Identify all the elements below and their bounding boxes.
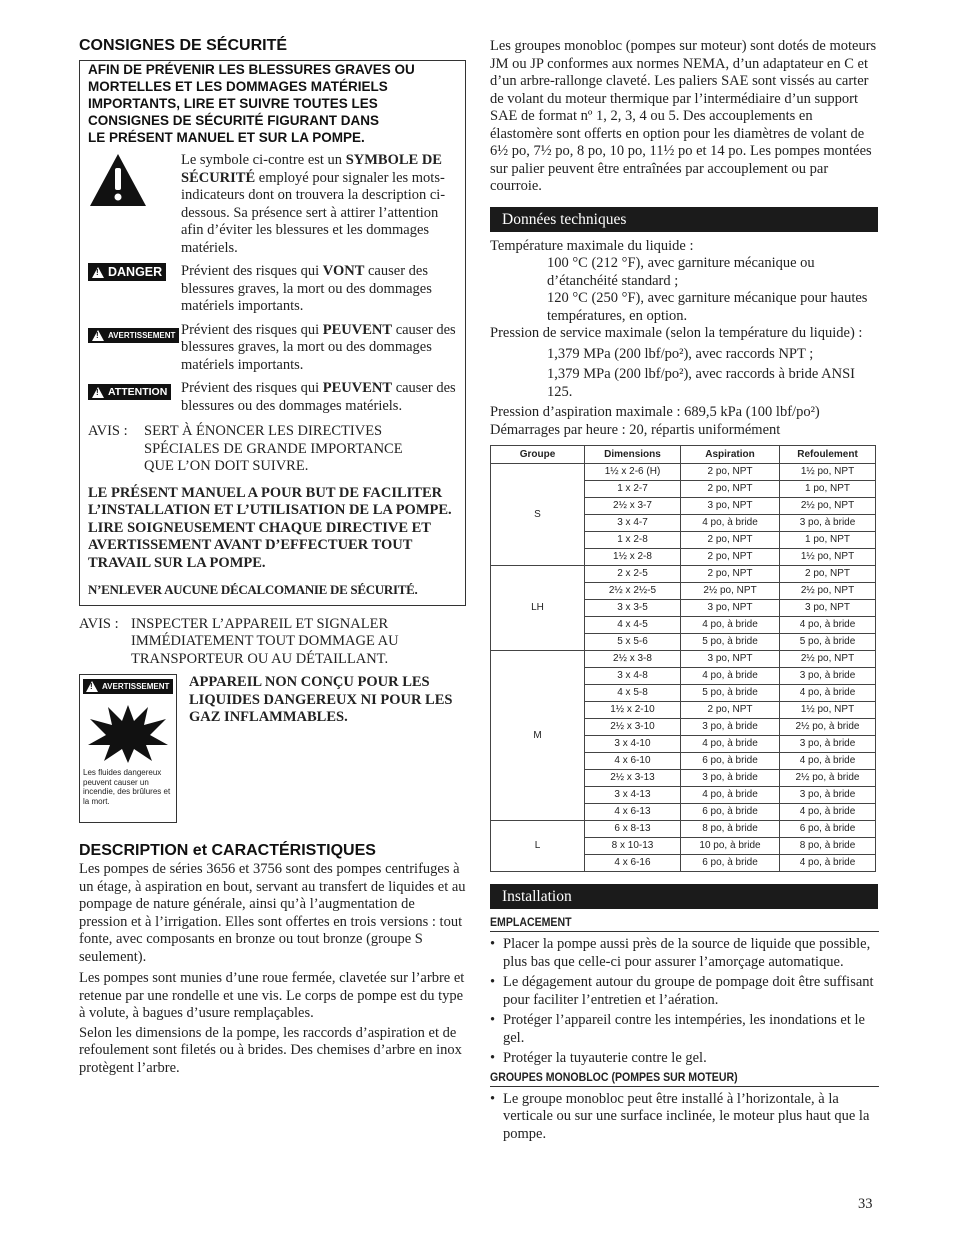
aspiration-cell: 4 po, à bride (681, 736, 780, 753)
monobloc-list (490, 1091, 878, 1144)
safety-symbol-row (88, 152, 457, 257)
safety-box-header-line: MORTELLES ET LES DOMMAGES MATÉRIELS (88, 79, 388, 94)
avis-definition-text (144, 423, 403, 476)
attention-description: Prévient des risques qui PEUVENT causer des blessures ou des dommages matériels. (181, 380, 456, 414)
manual-purpose-line: TRAVAIL SUR LA POMPE. (88, 554, 266, 571)
dimensions-cell: 1½ x 2-10 (585, 702, 681, 719)
refoulement-cell: 6 po, à bride (780, 821, 876, 838)
hazard-label (79, 674, 177, 823)
dimensions-cell: 8 x 10-13 (585, 838, 681, 855)
dimensions-cell: 2½ x 3-13 (585, 770, 681, 787)
refoulement-cell: 4 po, à bride (780, 753, 876, 770)
refoulement-cell: 3 po, à bride (780, 515, 876, 532)
safety-box-header-line: LE PRÉSENT MANUEL ET SUR LA POMPE. (88, 130, 365, 145)
aspiration-cell: 3 po, NPT (681, 498, 780, 515)
manual-purpose-line: LIRE SOIGNEUSEMENT CHAQUE DIRECTIVE ET (88, 519, 431, 536)
list-item (490, 1012, 878, 1047)
avertissement-badge: ! AVERTISSEMENT (88, 328, 179, 343)
description-title: DESCRIPTION et CARACTÉRISTIQUES (79, 842, 376, 859)
group-cell: M (491, 651, 585, 821)
header-refoulement: Refoulement (780, 446, 876, 464)
aspiration-cell: 5 po, à bride (681, 634, 780, 651)
avis-inspection-line: TRANSPORTEUR OU AU DÉTAILLANT. (131, 650, 389, 667)
temp-high: 120 °C (250 °F), avec garniture mécanique pour hautes températures, en option. (547, 290, 868, 324)
description-paragraph-2: Les pompes sont munies d’une roue fermée, clavetée sur l’arbre et retenue par une rondelle et une vis. Le corps de pompe est du type à volute, à bagues d’usure remplaçables. (79, 970, 465, 1021)
warning-triangle-icon (92, 267, 104, 278)
monobloc-subheading: GROUPES MONOBLOC (POMPES SUR MOTEUR) (490, 1070, 879, 1087)
aspiration-cell: 5 po, à bride (681, 685, 780, 702)
safety-box-header-line: CONSIGNES DE SÉCURITÉ FIGURANT DANS (88, 113, 380, 128)
dimensions-cell: 4 x 6-16 (585, 855, 681, 872)
aspiration-cell: 4 po, à bride (681, 515, 780, 532)
table-row (491, 566, 876, 583)
warning-triangle-icon (86, 681, 98, 692)
refoulement-cell: 2½ po, NPT (780, 651, 876, 668)
aspiration-cell: 4 po, à bride (681, 787, 780, 804)
dimensions-cell: 1½ x 2-6 (H) (585, 464, 681, 481)
avis-inspection: AVIS : INSPECTER L’APPAREIL ET SIGNALER IMMÉDIATEMENT TOUT DOMMAGE AU TRANSPORTEUR OU AU DÉTAILLANT. (79, 615, 399, 667)
dimensions-cell: 2½ x 3-7 (585, 498, 681, 515)
refoulement-cell: 4 po, à bride (780, 685, 876, 702)
safety-box-header (88, 61, 457, 146)
group-cell: S (491, 464, 585, 566)
list-item (490, 936, 878, 971)
avertissement-row (88, 322, 457, 375)
group-cell: LH (491, 566, 585, 651)
dimensions-cell: 2½ x 3-8 (585, 651, 681, 668)
attention-row (88, 380, 457, 415)
dimensions-cell: 2 x 2-5 (585, 566, 681, 583)
list-item-text: Le dégagement autour du groupe de pompage doit être suffisant pour faciliter l’entretien et l’aération. (503, 974, 874, 1008)
aspiration-cell: 2 po, NPT (681, 481, 780, 498)
safety-box-header-line: IMPORTANTS, LIRE ET SUIVRE TOUTES LES (88, 96, 378, 111)
dimensions-cell: 3 x 4-7 (585, 515, 681, 532)
refoulement-cell: 2½ po, NPT (780, 583, 876, 600)
manual-purpose (88, 485, 457, 573)
list-item-text: Le groupe monobloc peut être installé à l’horizontale, à la verticale ou sur une surface inclinée, le moteur plus haut que la pompe. (503, 1090, 870, 1142)
decal-notice: N’ENLEVER AUCUNE DÉCALCOMANIE DE SÉCURITÉ. (88, 582, 418, 597)
flammable-text: APPAREIL NON CONÇU POUR LES LIQUIDES DANGEREUX NI POUR LES GAZ INFLAMMABLES. (189, 674, 453, 725)
monobloc-intro: Les groupes monobloc (pompes sur moteur) sont dotés de moteurs JM ou JP conformes aux normes NEMA, d’un adaptateur en C et d’un arbre-rallonge claveté. Les paliers SAE sont vissés au carter de volant du moteur thermique par l’intermédiaire d’un support SAE de format nº 1, 2, 3, 4 ou 5. Des accouplements en élastomère sont offerts en option pour les diamètres de volant de 6½ po, 7½ po, 8 po, 10 po, 11½ po et 14 po. Les pompes montées sur palier peuvent être entraînées par accouplement ou par courroie. (490, 38, 877, 194)
refoulement-cell: 3 po, à bride (780, 668, 876, 685)
dimensions-cell: 3 x 4-10 (585, 736, 681, 753)
aspiration-cell: 4 po, à bride (681, 617, 780, 634)
bullet-icon: • (490, 1050, 496, 1066)
description-paragraph-1: Les pompes de séries 3656 et 3756 sont des pompes centrifuges à un étage, à aspiration en bout, servant au transfert de liquides et au pompage de nature générale, ainsi qu’à l’augmentation de pression et à l’irrigation. Elles sont offertes en trois versions : tout fonte, avec composants en bronze ou tout bronze (groupe S seulement). (79, 861, 466, 965)
aspiration-cell: 2 po, NPT (681, 464, 780, 481)
dimensions-cell: 1½ x 2-8 (585, 549, 681, 566)
pressure-npt: 1,379 MPa (200 lbf/po²), avec raccords NPT ; (547, 345, 814, 362)
refoulement-cell: 8 po, à bride (780, 838, 876, 855)
refoulement-cell: 2½ po, à bride (780, 770, 876, 787)
attention-badge: ! ATTENTION (88, 384, 171, 400)
pressure-label: Pression de service maximale (selon la température du liquide) : (490, 325, 863, 341)
description-paragraph-3: Selon les dimensions de la pompe, les raccords d’aspiration et de refoulement sont filetés ou à brides. Des chemises d’arbre en inox protègent l’arbre. (79, 1024, 462, 1076)
dimensions-cell: 2½ x 2½-5 (585, 583, 681, 600)
refoulement-cell: 2½ po, NPT (780, 498, 876, 515)
list-item (490, 1091, 878, 1144)
bullet-icon: • (490, 1090, 496, 1107)
dimensions-cell: 3 x 4-13 (585, 787, 681, 804)
refoulement-cell: 1½ po, NPT (780, 702, 876, 719)
warning-triangle-icon (92, 387, 104, 398)
dimensions-cell: 4 x 6-13 (585, 804, 681, 821)
refoulement-cell: 1½ po, NPT (780, 464, 876, 481)
hazard-label-caption: Les fluides dangereux peuvent causer un incendie, des brûlures et la mort. (83, 768, 171, 806)
tech-data (490, 238, 878, 440)
right-column (490, 38, 878, 1143)
aspiration-cell: 4 po, à bride (681, 668, 780, 685)
avis-definition-line: SPÉCIALES DE GRANDE IMPORTANCE (144, 440, 403, 457)
group-cell: L (491, 821, 585, 872)
dimensions-cell: 4 x 6-10 (585, 753, 681, 770)
refoulement-cell: 4 po, à bride (780, 804, 876, 821)
aspiration-cell: 2 po, NPT (681, 702, 780, 719)
pump-spec-table (490, 445, 876, 872)
avis-inspection-text (131, 616, 399, 669)
dimensions-cell: 2½ x 3-10 (585, 719, 681, 736)
refoulement-cell: 4 po, à bride (780, 617, 876, 634)
table-header-row (491, 446, 876, 464)
aspiration-cell: 3 po, à bride (681, 770, 780, 787)
table-row (491, 821, 876, 838)
dimensions-cell: 1 x 2-7 (585, 481, 681, 498)
safety-box (79, 60, 466, 606)
safety-symbol-description: Le symbole ci-contre est un SYMBOLE DE SÉCURITÉ employé pour signaler les mots-indicateurs dont on trouvera la description ci-dessous. Sa présence sert à attirer l’attention afin d’éviter les blessures et les dommages matériels. (181, 152, 446, 256)
refoulement-cell: 1 po, NPT (780, 532, 876, 549)
refoulement-cell: 2 po, NPT (780, 566, 876, 583)
dimensions-cell: 1 x 2-8 (585, 532, 681, 549)
avis-definition: AVIS : SERT À ÉNONCER LES DIRECTIVES SPÉCIALES DE GRANDE IMPORTANCE QUE L’ON DOIT SUIVRE. (88, 423, 403, 474)
pressure-flange: 1,379 MPa (200 lbf/po²), avec raccords à bride ANSI 125. (547, 366, 855, 400)
aspiration-cell: 3 po, NPT (681, 651, 780, 668)
header-groupe: Groupe (491, 446, 585, 464)
safety-alert-icon (88, 152, 181, 213)
refoulement-cell: 3 po, NPT (780, 600, 876, 617)
installation-heading: Installation (490, 884, 878, 909)
placement-subheading: EMPLACEMENT (490, 915, 879, 932)
flammable-warning (79, 674, 466, 823)
aspiration-cell: 6 po, à bride (681, 753, 780, 770)
manual-purpose-line: L’INSTALLATION ET L’UTILISATION DE LA POMPE. (88, 502, 452, 518)
bullet-icon: • (490, 936, 496, 952)
aspiration-cell: 3 po, à bride (681, 719, 780, 736)
dimensions-cell: 4 x 4-5 (585, 617, 681, 634)
suction-pressure: Pression d’aspiration maximale : 689,5 kPa (100 lbf/po²) (490, 404, 820, 420)
starts-per-hour: Démarrages par heure : 20, répartis uniformément (490, 421, 781, 438)
danger-row (88, 263, 457, 316)
aspiration-cell: 2 po, NPT (681, 532, 780, 549)
list-item (490, 974, 878, 1009)
bullet-icon: • (490, 1012, 496, 1028)
avis-definition-line: QUE L’ON DOIT SUIVRE. (144, 458, 309, 474)
aspiration-cell: 3 po, NPT (681, 600, 780, 617)
danger-description: Prévient des risques qui VONT causer des blessures graves, la mort ou des dommages matériels importants. (181, 263, 432, 314)
aspiration-cell: 8 po, à bride (681, 821, 780, 838)
warning-triangle-icon (92, 330, 104, 341)
header-aspiration: Aspiration (681, 446, 780, 464)
dimensions-cell: 3 x 3-5 (585, 600, 681, 617)
avis-inspection-line: INSPECTER L’APPAREIL ET SIGNALER (131, 615, 389, 632)
refoulement-cell: 3 po, à bride (780, 787, 876, 804)
explosion-icon (80, 701, 176, 768)
dimensions-cell: 5 x 5-6 (585, 634, 681, 651)
page-number: 33 (858, 1196, 873, 1212)
refoulement-cell: 1½ po, NPT (780, 549, 876, 566)
refoulement-cell: 3 po, à bride (780, 736, 876, 753)
bullet-icon: • (490, 974, 496, 990)
aspiration-cell: 2 po, NPT (681, 549, 780, 566)
tech-data-heading: Données techniques (490, 207, 878, 232)
avis-inspection-line: IMMÉDIATEMENT TOUT DOMMAGE AU (131, 633, 399, 649)
aspiration-cell: 6 po, à bride (681, 855, 780, 872)
list-item-text: Placer la pompe aussi près de la source de liquide que possible, plus bas que celle-ci pour assurer l’amorçage automatique. (503, 936, 871, 970)
refoulement-cell: 4 po, à bride (780, 855, 876, 872)
dimensions-cell: 3 x 4-8 (585, 668, 681, 685)
safety-box-header-line: AFIN DE PRÉVENIR LES BLESSURES GRAVES OU (88, 62, 415, 77)
avertissement-description: Prévient des risques qui PEUVENT causer des blessures graves, la mort ou des dommages matériels importants. (181, 321, 456, 373)
table-row (491, 464, 876, 481)
refoulement-cell: 5 po, à bride (780, 634, 876, 651)
aspiration-cell: 6 po, à bride (681, 804, 780, 821)
placement-list (490, 936, 878, 1068)
dimensions-cell: 4 x 5-8 (585, 685, 681, 702)
avis-definition-line: SERT À ÉNONCER LES DIRECTIVES (144, 423, 383, 439)
list-item-text: Protéger la tuyauterie contre le gel. (503, 1050, 707, 1066)
manual-purpose-line: LE PRÉSENT MANUEL A POUR BUT DE FACILITER (88, 484, 443, 501)
dimensions-cell: 6 x 8-13 (585, 821, 681, 838)
safety-title: CONSIGNES DE SÉCURITÉ (79, 37, 288, 54)
aspiration-cell: 2 po, NPT (681, 566, 780, 583)
hazard-label-badge: ! AVERTISSEMENT (83, 679, 173, 694)
header-dimensions: Dimensions (585, 446, 681, 464)
list-item (490, 1050, 878, 1068)
danger-badge: ! DANGER (88, 263, 166, 281)
manual-purpose-line: AVERTISSEMENT AVANT D’EFFECTUER TOUT (88, 537, 413, 553)
aspiration-cell: 10 po, à bride (681, 838, 780, 855)
aspiration-cell: 2½ po, NPT (681, 583, 780, 600)
temp-standard: 100 °C (212 °F), avec garniture mécanique ou d’étanchéité standard ; (547, 255, 815, 289)
left-column (79, 36, 466, 1077)
refoulement-cell: 1 po, NPT (780, 481, 876, 498)
max-temp-label: Température maximale du liquide : (490, 237, 694, 254)
list-item-text: Protéger l’appareil contre les intempéries, les inondations et le gel. (503, 1012, 865, 1046)
table-row (491, 651, 876, 668)
refoulement-cell: 2½ po, à bride (780, 719, 876, 736)
